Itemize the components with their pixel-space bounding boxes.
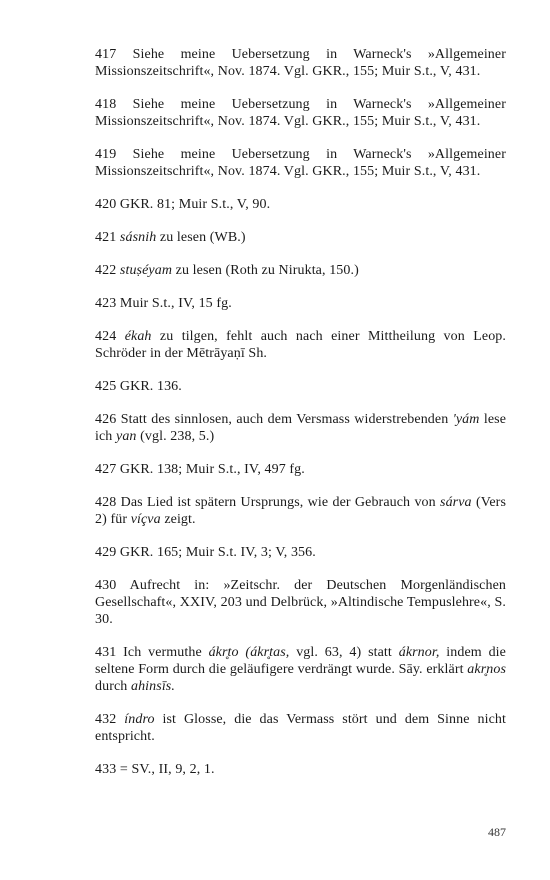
footnote-italic-term: sásnih [119, 230, 157, 245]
footnote-417 [95, 46, 506, 80]
footnote-text: Siehe meine Uebersetzung in Warneck's »Allgemeiner Missionszeitschrift«, Nov. 1874. Vgl. GKR., 155; Muir S.t., V, 431. [95, 47, 506, 79]
footnote-text: Statt des sinnlosen, auch dem Versmass widerstrebenden [120, 412, 453, 427]
footnote-text: zeigt. [160, 512, 196, 527]
footnote-text: Siehe meine Uebersetzung in Warneck's »Allgemeiner Missionszeitschrift«, Nov. 1874. Vgl. GKR., 155; Muir S.t., V, 431. [95, 97, 506, 129]
footnote-427 [95, 461, 506, 478]
footnote-italic-term: ékah [124, 329, 152, 344]
footnote-italic-term: ahinsīs. [130, 679, 175, 694]
footnote-424 [95, 328, 506, 362]
footnote-text: Ich vermuthe [123, 645, 209, 660]
footnote-italic-term: yan [116, 429, 137, 444]
footnote-number: 432 [95, 712, 117, 727]
page-number: 487 [488, 825, 506, 839]
footnote-number: 426 [95, 412, 117, 427]
footnote-number: 429 [95, 545, 117, 560]
footnote-text: Siehe meine Uebersetzung in Warneck's »Allgemeiner Missionszeitschrift«, Nov. 1874. Vgl. GKR., 155; Muir S.t., V, 431. [95, 147, 506, 179]
footnote-426 [95, 411, 506, 445]
footnote-number: 428 [95, 495, 117, 510]
footnote-text: GKR. 138; Muir S.t., IV, 497 fg. [119, 462, 305, 477]
footnote-423 [95, 295, 506, 312]
footnote-italic-term: akr̥nos [467, 662, 506, 677]
footnote-text: = SV., II, 9, 2, 1. [119, 762, 215, 777]
footnote-431 [95, 644, 506, 695]
footnote-text: (vgl. 238, 5.) [136, 429, 215, 444]
footnote-italic-term: índro [124, 712, 155, 727]
footnote-number: 431 [95, 645, 117, 660]
footnote-421 [95, 229, 506, 246]
footnote-420 [95, 196, 506, 213]
footnote-text: GKR. 81; Muir S.t., V, 90. [119, 197, 271, 212]
footnote-425 [95, 378, 506, 395]
footnote-number: 417 [95, 47, 117, 62]
footnote-number: 427 [95, 462, 117, 477]
footnote-text: (Vers 2) für [95, 495, 506, 527]
footnote-text: zu tilgen, fehlt auch nach einer Mittheilung von Leop. Schröder in der Mētrāyaṇī Sh. [95, 329, 506, 361]
footnote-428 [95, 494, 506, 528]
footnote-text: vgl. 63, 4) statt [289, 645, 399, 660]
footnotes-column [95, 46, 506, 778]
footnote-italic-term: víçva [130, 512, 161, 527]
footnote-italic-term: 'yám [452, 412, 480, 427]
footnote-432 [95, 711, 506, 745]
footnote-number: 430 [95, 578, 117, 593]
footnote-text: zu lesen (Roth zu Nirukta, 150.) [172, 263, 359, 278]
footnote-number: 421 [95, 230, 117, 245]
footnote-430 [95, 577, 506, 628]
footnote-number: 424 [95, 329, 117, 344]
footnote-text: GKR. 136. [119, 379, 182, 394]
footnote-number: 425 [95, 379, 117, 394]
footnote-italic-term: ákrnor, [398, 645, 440, 660]
footnote-text: zu lesen (WB.) [156, 230, 246, 245]
footnote-429 [95, 544, 506, 561]
footnote-text: indem die seltene Form durch die geläufigere verdrängt wurde. Sāy. erklärt [95, 645, 506, 677]
footnote-text: GKR. 165; Muir S.t. IV, 3; V, 356. [119, 545, 316, 560]
footnote-text: Das Lied ist spätern Ursprungs, wie der Gebrauch von [120, 495, 441, 510]
footnote-text: Muir S.t., IV, 15 fg. [119, 296, 232, 311]
footnote-number: 418 [95, 97, 117, 112]
footnote-italic-term: ákr̥to (ákr̥tas, [208, 645, 290, 660]
footnote-433 [95, 761, 506, 778]
footnote-text: Aufrecht in: »Zeitschr. der Deutschen Morgenländischen Gesellschaft«, XXIV, 203 und Delbrück, »Altindische Tempuslehre«, S. 30. [95, 578, 507, 627]
footnote-number: 433 [95, 762, 117, 777]
footnote-418 [95, 96, 506, 130]
footnote-419 [95, 146, 506, 180]
footnote-number: 423 [95, 296, 117, 311]
footnote-italic-term: sárva [440, 495, 472, 510]
footnote-text: durch [95, 679, 131, 694]
footnote-number: 419 [95, 147, 117, 162]
footnote-422 [95, 262, 506, 279]
footnote-number: 422 [95, 263, 117, 278]
footnote-italic-term: stuṣéyam [119, 263, 173, 278]
footnote-text: ist Glosse, die das Vermass stört und dem Sinne nicht entspricht. [95, 712, 506, 744]
footnote-text: lese ich [95, 412, 507, 444]
footnote-number: 420 [95, 197, 117, 212]
